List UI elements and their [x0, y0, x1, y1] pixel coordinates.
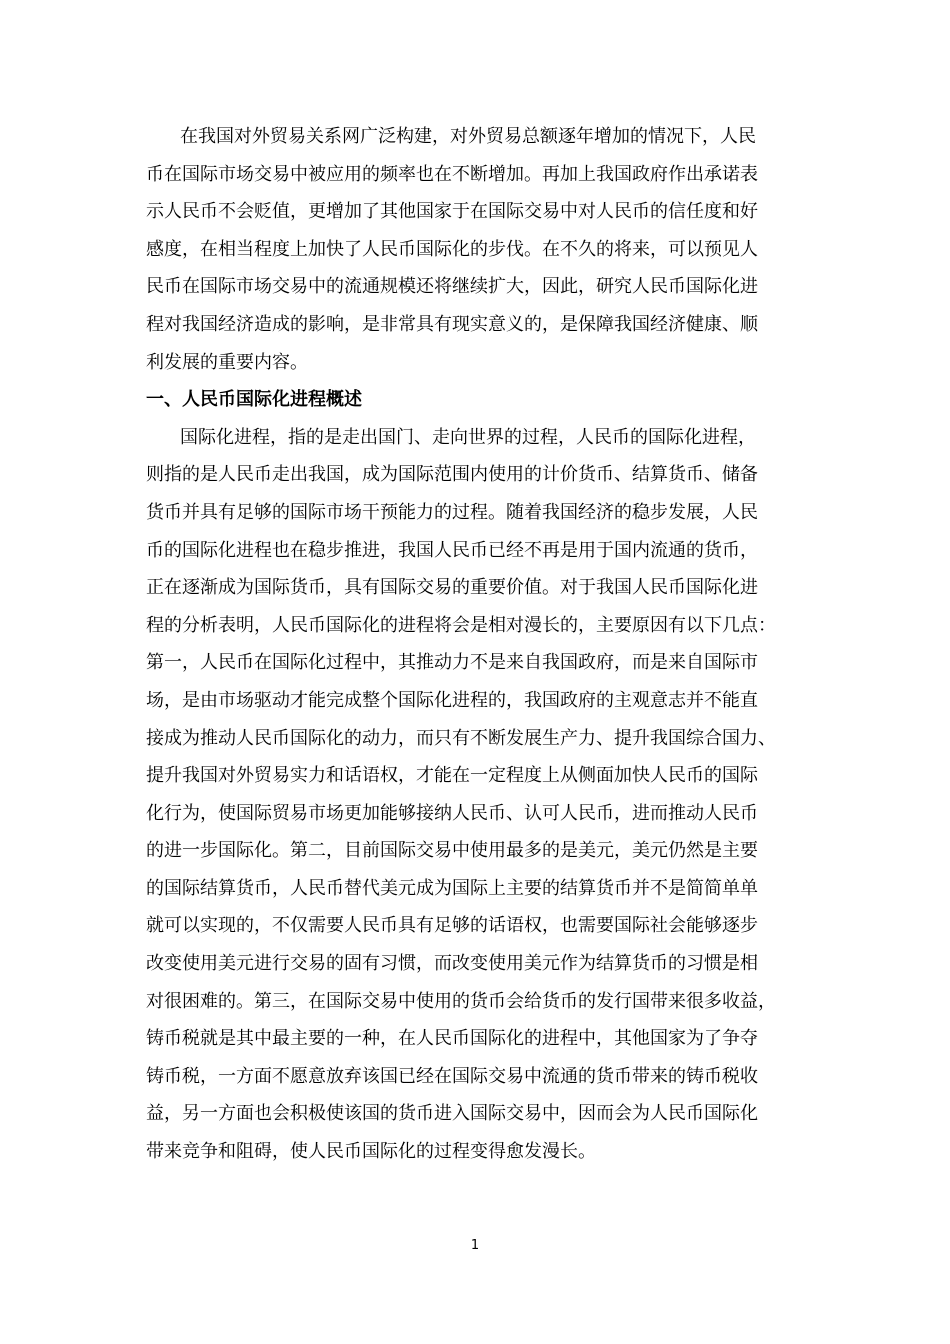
paragraph-line: 的进一步国际化。第二，目前国际交易中使用最多的是美元，美元仍然是主要: [146, 840, 758, 862]
paragraph-line: 货币并具有足够的国际市场干预能力的过程。随着我国经济的稳步发展，人民: [146, 501, 758, 523]
paragraph-line: 第一，人民币在国际化过程中，其推动力不是来自我国政府，而是来自国际市: [146, 652, 758, 674]
paragraph-line: 程对我国经济造成的影响，是非常具有现实意义的，是保障我国经济健康、顺: [146, 313, 758, 335]
intro-paragraph: [146, 118, 806, 381]
paragraph-line: 提升我国对外贸易实力和话语权，才能在一定程度上从侧面加快人民币的国际: [146, 765, 758, 787]
paragraph-line: 对很困难的。第三，在国际交易中使用的货币会给货币的发行国带来很多收益，: [146, 990, 776, 1012]
paragraph-line: 则指的是人民币走出我国，成为国际范围内使用的计价货币、结算货币、储备: [146, 464, 758, 486]
section-heading: 一、人民币国际化进程概述: [146, 389, 362, 411]
page-number: 1: [470, 1238, 480, 1253]
paragraph-line: 场，是由市场驱动才能完成整个国际化进程的，我国政府的主观意志并不能直: [146, 689, 758, 711]
paragraph-line: 币的国际化进程也在稳步推进，我国人民币已经不再是用于国内流通的货币，: [146, 539, 758, 561]
paragraph-line: 币在国际市场交易中被应用的频率也在不断增加。再加上我国政府作出承诺表: [146, 163, 758, 185]
paragraph-line: 就可以实现的，不仅需要人民币具有足够的话语权，也需要国际社会能够逐步: [146, 915, 758, 937]
paragraph-line: 在我国对外贸易关系网广泛构建，对外贸易总额逐年增加的情况下，人民: [180, 126, 756, 147]
paragraph-line: 铸币税，一方面不愿意放弃该国已经在国际交易中流通的货币带来的铸币税收: [146, 1065, 758, 1087]
paragraph-line: 接成为推动人民币国际化的动力，而只有不断发展生产力、提升我国综合国力、: [146, 727, 776, 749]
overview-paragraph: [146, 419, 806, 1171]
paragraph-line: 国际化进程，指的是走出国门、走向世界的过程，人民币的国际化进程，: [180, 426, 756, 448]
paragraph-line: 利发展的重要内容。: [146, 351, 308, 373]
paragraph-line: 铸币税就是其中最主要的一种，在人民币国际化的进程中，其他国家为了争夺: [146, 1028, 758, 1050]
paragraph-line: 益，另一方面也会积极使该国的货币进入国际交易中，因而会为人民币国际化: [146, 1103, 758, 1125]
paragraph-line: 带来竞争和阻碍，使人民币国际化的过程变得愈发漫长。: [146, 1141, 596, 1163]
paragraph-line: 的国际结算货币，人民币替代美元成为国际上主要的结算货币并不是简简单单: [146, 877, 758, 899]
paragraph-line: 化行为，使国际贸易市场更加能够接纳人民币、认可人民币，进而推动人民币: [146, 802, 758, 824]
paragraph-line: 感度，在相当程度上加快了人民币国际化的步伐。在不久的将来，可以预见人: [146, 238, 758, 260]
paragraph-line: 正在逐渐成为国际货币，具有国际交易的重要价值。对于我国人民币国际化进: [146, 577, 758, 599]
paragraph-line: 改变使用美元进行交易的固有习惯，而改变使用美元作为结算货币的习惯是相: [146, 953, 758, 975]
paragraph-line: 程的分析表明，人民币国际化的进程将会是相对漫长的，主要原因有以下几点：: [146, 614, 776, 636]
document-body: [146, 118, 806, 1171]
paragraph-line: 民币在国际市场交易中的流通规模还将继续扩大，因此，研究人民币国际化进: [146, 276, 758, 298]
paragraph-line: 示人民币不会贬值，更增加了其他国家于在国际交易中对人民币的信任度和好: [146, 201, 758, 223]
